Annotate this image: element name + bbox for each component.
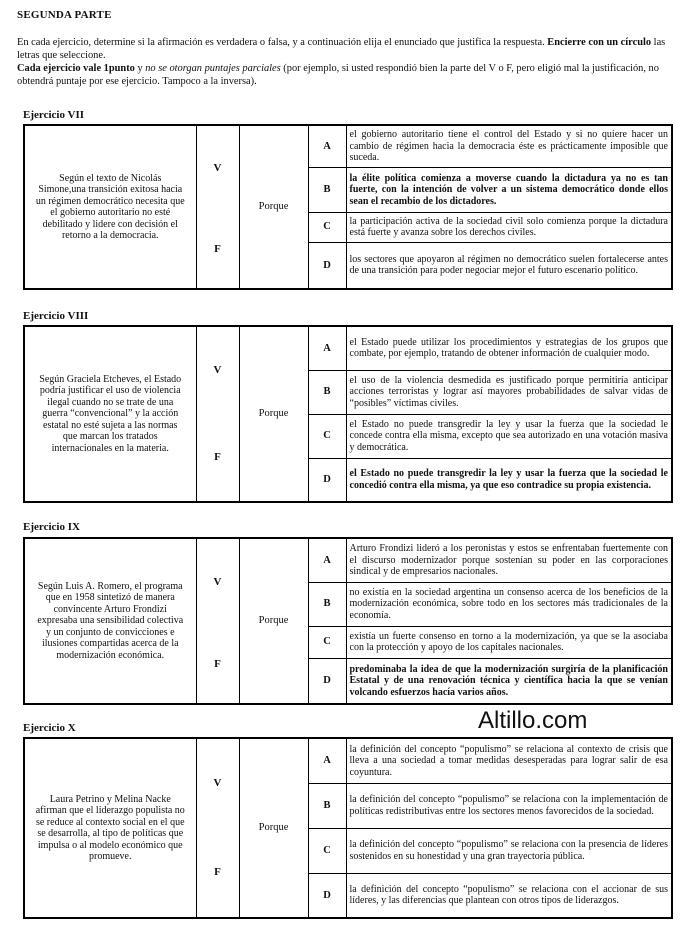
option-text: el uso de la violencia desmedida es justificado porque permitiría anticipar acciones terroristas y lograr así mayores probabilidades de salvar vidas de “posibles” víctimas civiles. (346, 370, 672, 414)
option-letter[interactable]: C (308, 414, 346, 458)
option-text: no existía en la sociedad argentina un consenso acerca de los beneficios de la modernización económica, sobre todo en los sectores más tradicionales de la economía. (346, 582, 672, 626)
false-option[interactable]: F (196, 414, 239, 502)
option-letter[interactable]: D (308, 458, 346, 502)
true-option[interactable]: V (196, 538, 239, 626)
option-letter[interactable]: C (308, 212, 346, 242)
instructions-text: En cada ejercicio, determine si la afirmación es verdadera o falsa, y a continuación elija el enunciado que justifica la respuesta. (17, 37, 548, 48)
exercise-table (23, 124, 673, 290)
option-letter[interactable]: B (308, 168, 346, 213)
statement: Laura Petrino y Melina Nacke afirman que el liderazgo populista no se reduce al contexto social en el que se desarrolla, al tipo de políticas que impulsa o al modelo económico que promueve. (24, 738, 196, 918)
option-text: el Estado no puede transgredir la ley y usar la fuerza que la sociedad le concedió contra ella misma, ya que eso contradice su propia existencia. (346, 458, 672, 502)
option-text: la definición del concepto “populismo” se relaciona al contexto de crisis que lleva a una sociedad a tomar medidas desesperadas para lograr salir de esa coyuntura. (346, 738, 672, 783)
exercise-title: Ejercicio X (23, 722, 76, 734)
option-text: la definición del concepto “populismo” se relaciona con el accionar de sus líderes, y las diferencias que plantean con otros tipos de liderazgos. (346, 873, 672, 918)
porque-label: Porque (239, 738, 308, 918)
option-letter[interactable]: B (308, 582, 346, 626)
false-option[interactable]: F (196, 626, 239, 704)
option-text: el gobierno autoritario tiene el control del Estado y si no quiere hacer un cambio de régimen hacia la democracia éste es prácticamente imposible que suceda. (346, 125, 672, 168)
option-letter[interactable]: D (308, 658, 346, 704)
true-option[interactable]: V (196, 738, 239, 828)
option-text: el Estado puede utilizar los procedimientos y estrategias de los grupos que combate, por ejemplo, tratando de obtener información de cualquier modo. (346, 326, 672, 370)
option-letter[interactable]: A (308, 538, 346, 582)
option-text: la definición del concepto “populismo” se relaciona con la presencia de líderes sostenidos en su honestidad y una gran trayectoria pública. (346, 828, 672, 873)
instructions-text: y (134, 63, 146, 74)
true-option[interactable]: V (196, 326, 239, 414)
section-title: SEGUNDA PARTE (17, 9, 112, 21)
option-text: la participación activa de la sociedad civil solo comienza porque la dictadura está fuerte y avanza sobre los derechos civiles. (346, 212, 672, 242)
option-text: la élite política comienza a moverse cuando la dictadura ya no es tan fuerte, con la intención de volver a un sistema democrático donde ellos sean el recambio de los dictadores. (346, 168, 672, 213)
option-text: la definición del concepto “populismo” se relaciona con la implementación de políticas redistributivas entre los sectores menos favorecidos de la sociedad. (346, 783, 672, 828)
porque-label: Porque (239, 538, 308, 704)
instructions-text: las letras que seleccione. (17, 37, 666, 61)
false-option[interactable]: F (196, 212, 239, 289)
option-text: Arturo Frondizi lideró a los peronistas y estos se enfrentaban fuertemente con el discurso modernizador porque sostenían su poder en las corporaciones sindical y de empresarios nacionales. (346, 538, 672, 582)
option-letter[interactable]: A (308, 738, 346, 783)
exercise-title: Ejercicio IX (23, 521, 80, 533)
exercise-table (23, 537, 673, 705)
option-text: el Estado no puede transgredir la ley y usar la fuerza que la sociedad le concede contra ella misma, excepto que sea autorizado en una votación masiva y democrática. (346, 414, 672, 458)
false-option[interactable]: F (196, 828, 239, 918)
option-letter[interactable]: C (308, 626, 346, 658)
option-letter[interactable]: C (308, 828, 346, 873)
instructions (17, 36, 689, 88)
option-text: existía un fuerte consenso en torno a la modernización, ya que se la asociaba con la protección y apoyo de los capitales nacionales. (346, 626, 672, 658)
option-letter[interactable]: D (308, 242, 346, 289)
option-text: predominaba la idea de que la modernización surgiría de la planificación Estatal y de una renovación técnica y científica hacia la que se venían volcando esfuerzos hacía varios años. (346, 658, 672, 704)
porque-label: Porque (239, 125, 308, 289)
statement: Según Luis A. Romero, el programa que en 1958 sintetizó de manera convincente Arturo Frondizi expresaba una sensibilidad colectiva y un conjunto de convicciones e ilusiones compartidas acerca de la modernización económica. (24, 538, 196, 704)
statement: Según el texto de Nicolás Simone,una transición exitosa hacia un régimen democrático necesita que el gobierno autoritario no esté debilitado y lidere con decisión el retorno a la democracia. (24, 125, 196, 289)
instructions-bold: Encierre con un círculo (547, 37, 652, 48)
option-letter[interactable]: D (308, 873, 346, 918)
points-note: Cada ejercicio vale 1punto (17, 63, 135, 74)
porque-label: Porque (239, 326, 308, 502)
option-text: los sectores que apoyaron al régimen no democrático suelen fortalecerse antes de una transición para poder negociar mejor el futuro escenario político. (346, 242, 672, 289)
exercise-title: Ejercicio VIII (23, 310, 89, 322)
exercise-table (23, 325, 673, 503)
true-option[interactable]: V (196, 125, 239, 212)
option-letter[interactable]: B (308, 370, 346, 414)
exercise-title: Ejercicio VII (23, 109, 84, 121)
option-letter[interactable]: B (308, 783, 346, 828)
altillo-watermark: Altillo.com (478, 707, 588, 734)
option-letter[interactable]: A (308, 326, 346, 370)
exercise-table (23, 737, 673, 919)
statement: Según Graciela Etcheves, el Estado podría justificar el uso de violencia ilegal cuando no se trate de una guerra “convencional” y la acción estatal no esté sujeta a las normas que marcan los tratados internacionales en la materia. (24, 326, 196, 502)
instructions-text: (por ejemplo, si usted respondió bien la parte del V o F, pero eligió mal la justificación, no obtendrá puntaje por ese ejercicio. Tampoco a la inversa). (17, 63, 659, 87)
option-letter[interactable]: A (308, 125, 346, 168)
partial-note: no se otorgan puntajes parciales (145, 63, 281, 74)
